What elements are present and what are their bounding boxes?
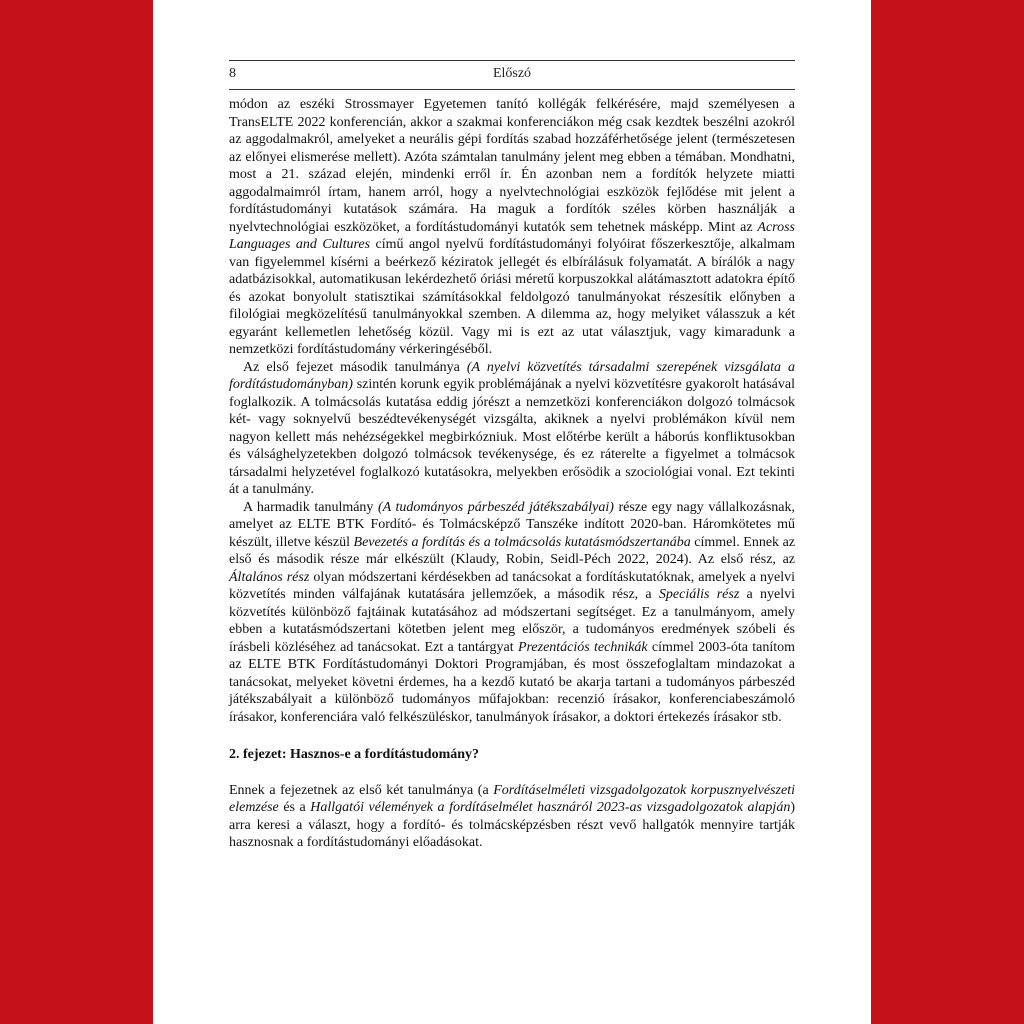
text-segment: része egy nagy vállalkozásnak, amelyet az ELTE BTK Fordító- és Tolmácsképző Tanszéke indított 2020-ban. Háromkötetes mű készült, illetve készül (229, 499, 796, 550)
text-segment: a nyelvi közvetítés különböző fajtáinak kutatásához ad módszertani segítséget. Ez a tanulmányom, amely ebben a kutatásmódszertani kötetben jelent meg először, a tudományos eredmények szóbeli és írásbeli közléséhez ad tanácsokat. Ezt a tantárgyat (229, 587, 795, 655)
text-segment: olyan módszertani kérdésekben ad tanácsokat a fordításkutatóknak, amelyek a nyelvi közvetítés minden válfajának kutatására jellemzőek, a második rész, a (229, 569, 795, 602)
body-paragraph (229, 782, 795, 852)
italic-text: Speciális rész (658, 587, 740, 602)
italic-text: (A tudományos párbeszéd játékszabályai) (378, 499, 614, 515)
text-segment: című angol nyelvű fordítástudományi folyóirat főszerkesztője, alkalmam van figyelemmel kísérni a beérkező kéziratok jellegét és elbírálásuk folyamatát. A bírálók a nagy adatbázisokkal, automatikusan lekérdezhető óriási méretű korpuszokkal alátámasztott adatokra építő és azokat bonyolult statisztikai számításokkal feldolgozó tanulmányokat részesítik előnyben a filológiai megközelítésű tanulmányokkal szemben. A dilemma az, hogy melyiket válasszuk a két egyaránt kellemetlen lehetőség közül. Vagy mi is ezt az utat választjuk, vagy kimaradunk a nemzetközi fordítástudomány vérkeringéséből. (229, 237, 796, 357)
text-segment: szintén korunk egyik problémájának a nyelvi közvetítésre gyakorolt hatásával foglalkozik. A tolmácsolás kutatása eddig jórészt a nemzetközi konferenciákon dolgozó tolmácsok két- vagy soknyelvű beszédtevékenységét vizsgálta, akiknek a nyelvi problémákon kívül nem nagyon kellett más nehézségekkel megbirkózniuk. Most előtérbe került a háborús konfliktusokban és válsághelyzetekben dolgozó tolmácsok tevékenysége, és ez ráterelte a figyelmet a tolmácsok társadalmi helyzetével foglalkozó kutatásokra, melyekben erősödik a szociológiai vonal. Ezt tekinti át a tanulmány. (229, 377, 795, 497)
body-paragraph (229, 499, 795, 727)
text-segment: címmel. Ennek az első és második része már elkészült (Klaudy, Robin, Seidl-Péch 2022, 2024). Az első rész, az (229, 534, 795, 567)
italic-text: Általános rész (229, 569, 310, 585)
running-header (229, 60, 795, 90)
text-segment: és a (278, 800, 311, 815)
text-segment: Az első fejezet második tanulmánya (243, 359, 467, 375)
italic-text: Fordításelméleti vizsgadolgozatok korpusznyelvészeti elemzése (229, 782, 796, 815)
text-segment: módon az eszéki Strossmayer Egyetemen tanító kollégák felkérésére, majd személyesen a TransELTE 2022 konferencián, akkor a szakmai konferenciákon még csak kezdtek beszélni azokról az aggodalmakról, amelyeket a neurális gépi fordítás szabad hozzáférhetősége jelent (természetesen az előnyei elismerése mellett). Azóta számtalan tanulmány jelent meg ebben a témában. Mondhatni, most a 21. század elején, mindenki erről ír. Én azonban nem a fordítók helyzete miatti aggodalmaimról írtam, hanem arról, hogy a nyelvtechnológiai eszközök fejlődése mit jelent a fordítástudományi kutatások számára. Ha maguk a fordítók széles körben használják a nyelvtechnológiai eszközöket, a fordítástudományi kutatók sem tehetnek másképp. Mint az (229, 97, 795, 235)
section-heading: 2. fejezet: Hasznos-e a fordítástudomány? (229, 747, 480, 762)
text-segment: címmel 2003-óta tanítom az ELTE BTK Fordítástudományi Doktori Programjában, és most összefoglaltam mindazokat a tanácsokat, melyeket követni érdemes, ha a kezdő kutató be akarja tartani a tudományos párbeszéd játékszabályait a különböző tudományos műfajokban: recenzió írásakor, konferenciabeszámoló írásakor, konferenciára való felkészüléskor, tanulmányok írásakor, a doktori értekezés írásakor stb. (229, 639, 796, 725)
italic-text: Bevezetés a fordítás és a tolmácsolás kutatásmódszertanába (353, 534, 691, 550)
text-segment: A harmadik tanulmány (243, 499, 379, 515)
page-number: 8 (229, 66, 236, 81)
page-body (229, 96, 795, 852)
book-page (153, 0, 871, 1024)
body-paragraph (229, 96, 795, 359)
body-paragraph (229, 359, 795, 499)
italic-text: Hallgatói vélemények a fordításelmélet hasznáról 2023-as vizsgadolgozatok alapján (310, 800, 791, 815)
italic-text: (A nyelvi közvetítés társadalmi szerepének vizsgálata a fordítástudományban) (229, 359, 795, 392)
running-title: Előszó (492, 66, 532, 81)
italic-text: Prezentációs technikák (517, 639, 648, 655)
text-segment: ) arra keresi a választ, hogy a fordító- és tolmácsképzésben részt vevő hallgatók mennyire tartják hasznosnak a fordítástudományi előadásokat. (229, 800, 795, 850)
text-segment: Ennek a fejezetnek az első két tanulmánya (a (229, 782, 494, 798)
italic-text: Across Languages and Cultures (229, 219, 795, 252)
